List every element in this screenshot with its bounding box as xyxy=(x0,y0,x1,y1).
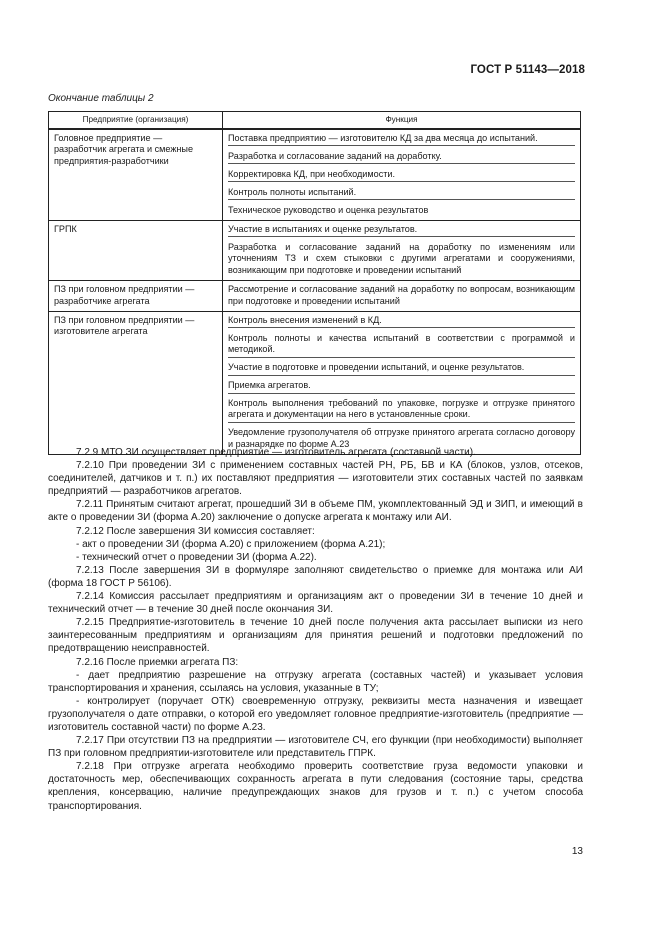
list-item: - дает предприятию разрешение на отгрузку агрегата (составных частей) и указывает условия транспортирования и хранения, ссылаясь на условия, указанные в ТУ; xyxy=(48,669,583,694)
table-header-row xyxy=(49,112,581,130)
list-item: - технический отчет о проведении ЗИ (форма А.22). xyxy=(76,551,317,563)
function-item: Контроль выполнения требований по упаковке, погрузке и отгрузке принятого агрегата и документации на него в установленные сроки. xyxy=(228,397,575,423)
function-item: Контроль полноты испытаний. xyxy=(228,186,575,200)
paragraph: 7.2.13 После завершения ЗИ в формуляре заполняют свидетельство о приемке для монтажа или АИ (форма 18 ГОСТ Р 56106). xyxy=(48,564,583,589)
function-item: Разработка и согласование заданий на доработку по изменениям или уточнениям ТЗ и схем стыковки с другими агрегатами и сооружениями, возникающим при подготовке и проведении испытаний xyxy=(228,241,575,275)
function-item: Корректировка КД, при необходимости. xyxy=(228,168,575,182)
function-cell xyxy=(223,129,581,221)
function-cell xyxy=(223,221,581,281)
body-text xyxy=(48,446,583,813)
function-item: Участие в подготовке и проведении испытаний, и оценке результатов. xyxy=(228,361,575,375)
function-cell xyxy=(223,281,581,312)
paragraph: 7.2.12 После завершения ЗИ комиссия составляет: xyxy=(76,525,315,537)
paragraph: 7.2.15 Предприятие-изготовитель в течение 10 дней после получения акта рассылает выписки из него заинтересованным предприятиям и организациям для принятия решений и подготовки предложений по предотвращению неисправностей. xyxy=(48,617,583,655)
function-item: Приемка агрегатов. xyxy=(228,379,575,393)
function-item: Рассмотрение и согласование заданий на доработку по вопросам, возникающим при подготовке и проведении испытаний xyxy=(228,284,575,306)
table-row xyxy=(49,311,581,454)
functions-table xyxy=(48,111,581,455)
document-standard-number: ГОСТ Р 51143—2018 xyxy=(470,64,585,76)
paragraph: 7.2.9 МТО ЗИ осуществляет предприятие — изготовитель агрегата (составной части). xyxy=(76,447,476,458)
function-item: Техническое руководство и оценка результатов xyxy=(228,204,429,215)
organization-cell: ПЗ при головном предприятии — изготовителе агрегата xyxy=(49,311,223,454)
organization-cell: Головное предприятие — разработчик агрегата и смежные предприятия-разработчики xyxy=(49,129,223,221)
page-number: 13 xyxy=(571,846,583,857)
list-item: - контролирует (поручает ОТК) своевременную отгрузку, реквизиты места назначения и извещает грузополучателя о дате отправки, о которой его уведомляет головное предприятие-изготовитель (предприятие — изготовитель составной части) по форме А.23. xyxy=(48,695,583,733)
paragraph: 7.2.14 Комиссия рассылает предприятиям и организациям акт о проведении ЗИ в течение 10 дней и технический отчет — в течение 30 дней после окончания ЗИ. xyxy=(48,591,583,616)
table-row xyxy=(49,221,581,281)
paragraph: 7.2.10 При проведении ЗИ с применением составных частей РН, РБ, БВ и КА (блоков, узлов, отсеков, соединителей, датчиков и т. п.) их поставляют предприятия — изготовители этих составных частей по заявкам предприятий — разработчиков агрегатов. xyxy=(48,460,583,498)
function-item: Разработка и согласование заданий на доработку. xyxy=(228,150,575,164)
table-caption: Окончание таблицы 2 xyxy=(48,93,154,104)
paragraph: 7.2.16 После приемки агрегата ПЗ: xyxy=(76,656,239,668)
organization-cell: ПЗ при головном предприятии — разработчике агрегата xyxy=(49,281,223,312)
organization-cell: ГРПК xyxy=(49,221,223,281)
function-item: Контроль внесения изменений в КД. xyxy=(228,314,575,328)
table-row xyxy=(49,129,581,221)
paragraph: 7.2.18 При отгрузке агрегата необходимо проверить соответствие груза ведомости упаковки и достаточность мер, обеспечивающих сохранность агрегата в пути следования (состояние тары, средства крепления, консервацию, наличие предупреждающих знаков для грузов и т. п.) с учетом способа транспортирования. xyxy=(48,761,583,812)
function-item: Контроль полноты и качества испытаний в соответствии с программой и методикой. xyxy=(228,332,575,358)
paragraph: 7.2.17 При отсутствии ПЗ на предприятии — изготовителе СЧ, его функции (при необходимости) выполняет ПЗ при головном предприятии-изготовителе или представитель ГПРК. xyxy=(48,735,583,760)
function-cell xyxy=(223,311,581,454)
column-header-organization: Предприятие (организация) xyxy=(49,112,223,130)
column-header-function: Функция xyxy=(223,112,581,130)
table-row xyxy=(49,281,581,312)
paragraph: 7.2.11 Принятым считают агрегат, прошедший ЗИ в объеме ПМ, укомплектованный ЭД и ЗИП, и имеющий в акте о проведении ЗИ (форма А.20) заключение о допуске агрегата к монтажу или АИ. xyxy=(48,499,583,524)
list-item: - акт о проведении ЗИ (форма А.20) с приложением (форма А.21); xyxy=(76,538,386,550)
function-item: Уведомление грузополучателя об отгрузке принятого агрегата согласно договору и разнарядке по форме А.23 xyxy=(228,427,575,449)
function-item: Поставка предприятию — изготовителю КД за два месяца до испытаний. xyxy=(228,132,575,146)
function-item: Участие в испытаниях и оценке результатов. xyxy=(228,223,575,237)
